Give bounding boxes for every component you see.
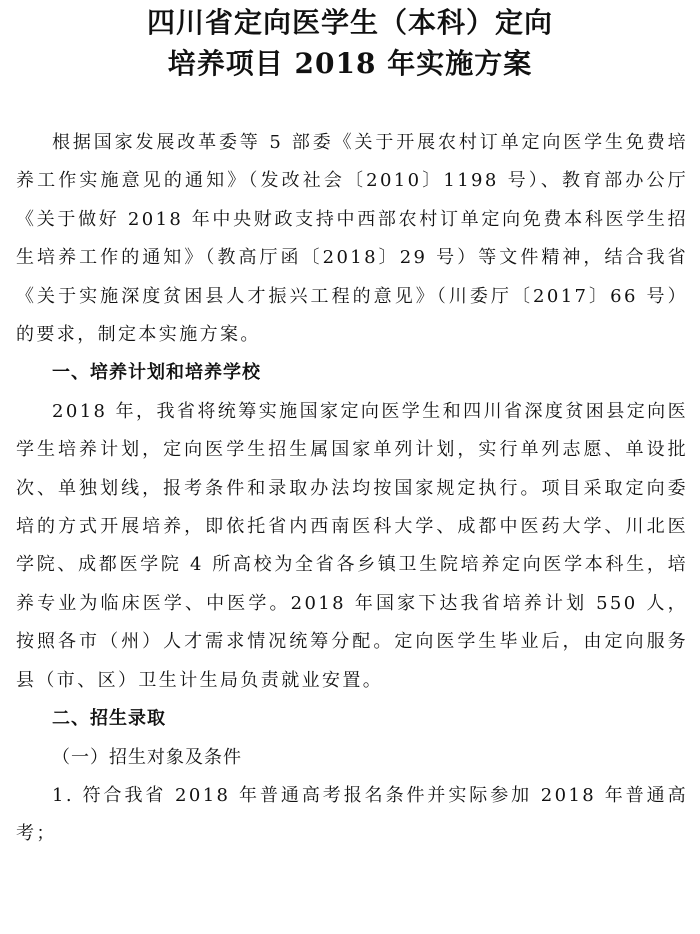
document-body — [16, 124, 688, 854]
document-title-line-2: 培养项目 2018 年实施方案 — [167, 47, 533, 80]
section-heading-1: 一、培养计划和培养学校 — [52, 362, 261, 384]
intro-paragraph: 根据国家发展改革委等 5 部委《关于开展农村订单定向医学生免费培养工作实施意见的通知》（发改社会〔2010〕1198 号）、教育部办公厅《关于做好 2018 年中央财政支持中西部农村订单定向免费本科医学生招生培养工作的通知》（教高厅函〔2018〕29 号）等文件精神，结合我省《关于实施深度贫困县人才振兴工程的意见》（川委厅〔2017〕66 号）的要求，制定本实施方案。 — [16, 132, 688, 346]
condition-item-1: 1. 符合我省 2018 年普通高考报名条件并实际参加 2018 年普通高考； — [16, 784, 688, 845]
subsection-heading-1: （一）招生对象及条件 — [52, 746, 242, 768]
document-title-line-1: 四川省定向医学生（本科）定向 — [146, 6, 553, 39]
section-heading-2: 二、招生录取 — [52, 708, 166, 730]
section-1-paragraph: 2018 年，我省将统筹实施国家定向医学生和四川省深度贫困县定向医学生培养计划，定向医学生招生属国家单列计划，实行单列志愿、单设批次、单独划线，报考条件和录取办法均按国家规定执行。项目采取定向委培的方式开展培养，即依托省内西南医科大学、成都中医药大学、川北医学院、成都医学院 4 所高校为全省各乡镇卫生院培养定向医学本科生，培养专业为临床医学、中医学。2018 年国家下达我省培养计划 550 人，按照各市（州）人才需求情况统筹分配。定向医学生毕业后，由定向服务县（市、区）卫生计生局负责就业安置。 — [16, 400, 688, 691]
